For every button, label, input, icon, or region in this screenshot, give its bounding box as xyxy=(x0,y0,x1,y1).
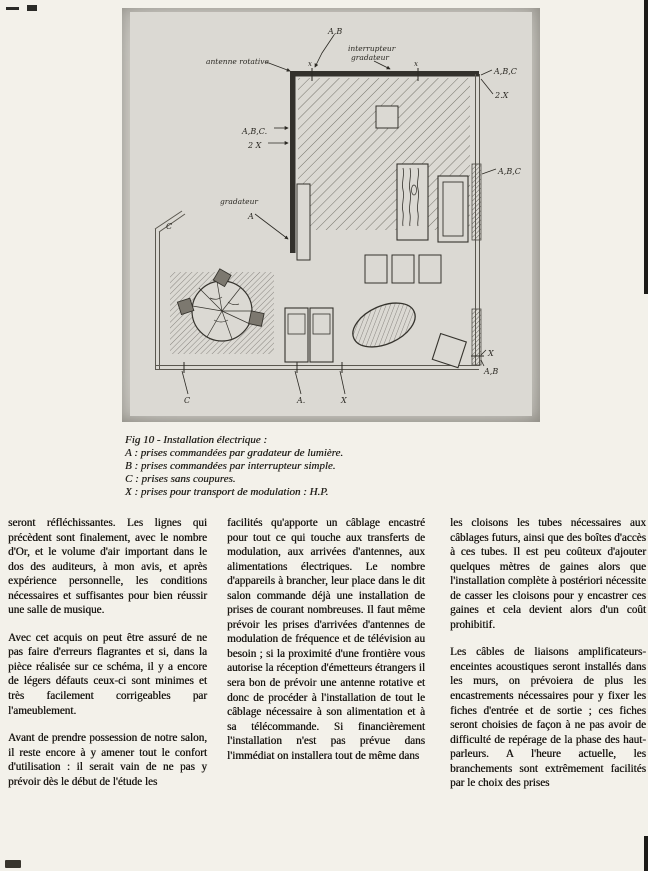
label-x-right-bottom: X xyxy=(488,349,494,358)
label-x-wall-1: x xyxy=(308,60,312,68)
wall-left-thick xyxy=(290,71,296,253)
label-2x-right: 2.X xyxy=(495,91,509,100)
page-number-mark xyxy=(5,860,21,868)
sideboard xyxy=(297,184,310,260)
wall-top-thick xyxy=(290,71,479,77)
paragraph: Avec cet acquis on peut être assuré de ne pas faire d'erreurs flagrantes et si, dans la pièce réalisée sur ce schéma, il y a encore de légers défauts ceux-ci sont minimes et très facilement corrigeables par l'ameublement. xyxy=(8,631,207,717)
label-c-bottom: C xyxy=(184,396,191,405)
figure-caption xyxy=(125,434,537,499)
window-lower xyxy=(472,309,481,365)
seat-2 xyxy=(392,255,414,283)
caption-legend-x: X : prises pour transport de modulation : H.P. xyxy=(125,485,329,498)
wood-grain-table xyxy=(397,164,428,240)
small-table xyxy=(376,106,398,128)
window-upper xyxy=(472,164,481,240)
label-ab-right-bottom: A,B xyxy=(484,367,499,376)
label-2x-left: 2 X xyxy=(248,141,262,150)
seat-1 xyxy=(365,255,387,283)
seat-3 xyxy=(419,255,441,283)
armchair-right-wall xyxy=(438,176,468,242)
label-abc-right-mid: A,B,C xyxy=(498,167,521,176)
floor-plan-figure xyxy=(122,8,540,422)
floor-plan-drawing xyxy=(122,8,540,422)
caption-legend-b: B : prises commandées par interrupteur simple. xyxy=(125,459,336,472)
page-edge-line xyxy=(644,0,648,294)
label-a-left: A xyxy=(248,212,254,221)
text-column-2 xyxy=(227,516,425,763)
label-x-bottom: X xyxy=(341,396,347,405)
paragraph: Avant de prendre possession de notre salon, il reste encore à y amener tout le confort d'utilisation : il serait vain de ne pas y prévoir dès le début de l'étude les xyxy=(8,732,207,788)
paragraph: facilités qu'apporte un câblage encastré pour tout ce qui touche aux transferts de modulation, aux arrivées d'antennes, aux alimentations électriques. Le nombre d'appareils à brancher, leur place dans le dit salon commande déjà une installation de prises de courant nombreuses. Il faut même prévoir les prises d'arrivées d'antennes de modulation de fréquence et de télévision au besoin ; si la proximité d'une frontière vous autorise la réception d'émetteurs étrangers il sera bon de prévoir une antenne rotative et donc de procéder à l'installation de tout le câblage nécessaire à son alimentation et à sa télécommande. Si financièrement l'installation n'est pas prévue dans l'immédiat on installera tout de même dans xyxy=(227,517,425,762)
paragraph: les cloisons les tubes nécessaires aux câblages futurs, ainsi que des boîtes d'accès à ces tubes. Il est peu coûteux d'ajouter quelques mètres de gaines alors que l'installation complète à postériori nécessite de casser les cloisons pour y encastrer ces gaines et cela devient alors d'un coût prohibitif. xyxy=(450,517,646,631)
caption-legend-a: A : prises commandées par gradateur de lumière. xyxy=(125,446,344,459)
label-interrupteur: interrupteur xyxy=(348,44,396,53)
dining-corner xyxy=(170,269,274,354)
label-ab-top: A,B xyxy=(328,27,343,36)
text-column-1 xyxy=(8,516,207,789)
page-edge-line xyxy=(644,836,648,871)
text-column-3 xyxy=(450,516,646,791)
caption-title: Fig 10 - Installation électrique : xyxy=(125,434,268,446)
label-c-left: C xyxy=(166,222,173,231)
caption-legend-c: C : prises sans coupures. xyxy=(125,472,236,485)
label-abc-left: A,B,C. xyxy=(242,127,268,136)
print-mark xyxy=(6,7,19,10)
label-gradateur-switch: gradateur xyxy=(351,53,389,62)
label-x-wall-2: x xyxy=(414,60,418,68)
paragraph: Les câbles de liaisons amplificateurs-enceintes acoustiques seront installés dans les murs, on prévoiera de plus les encastrements nécessaires pour y fixer les fiches d'entrée et de sortie ; ces fiches seront choisies de façon à ne pas avoir de difficulté de repérage de la phase des haut-parleurs. A l'heure actuelle, les branchements sont extrêmement facilités par le choix des prises xyxy=(450,646,646,790)
print-mark xyxy=(27,5,37,11)
label-antenne-rotative: antenne rotative xyxy=(206,57,269,66)
label-abc-right-top: A,B,C xyxy=(494,67,517,76)
paragraph: seront réfléchissantes. Les lignes qui précèdent sont finalement, avec le nombre d'Or, et le volume d'air important dans le dos des auditeurs, à mon avis, et après expérience personnelle, les conditions nécessaires et suffisantes pour bien réussir une salle de musique. xyxy=(8,517,207,617)
label-gradateur-left: gradateur xyxy=(220,197,258,206)
label-a-bottom: A. xyxy=(297,396,306,405)
